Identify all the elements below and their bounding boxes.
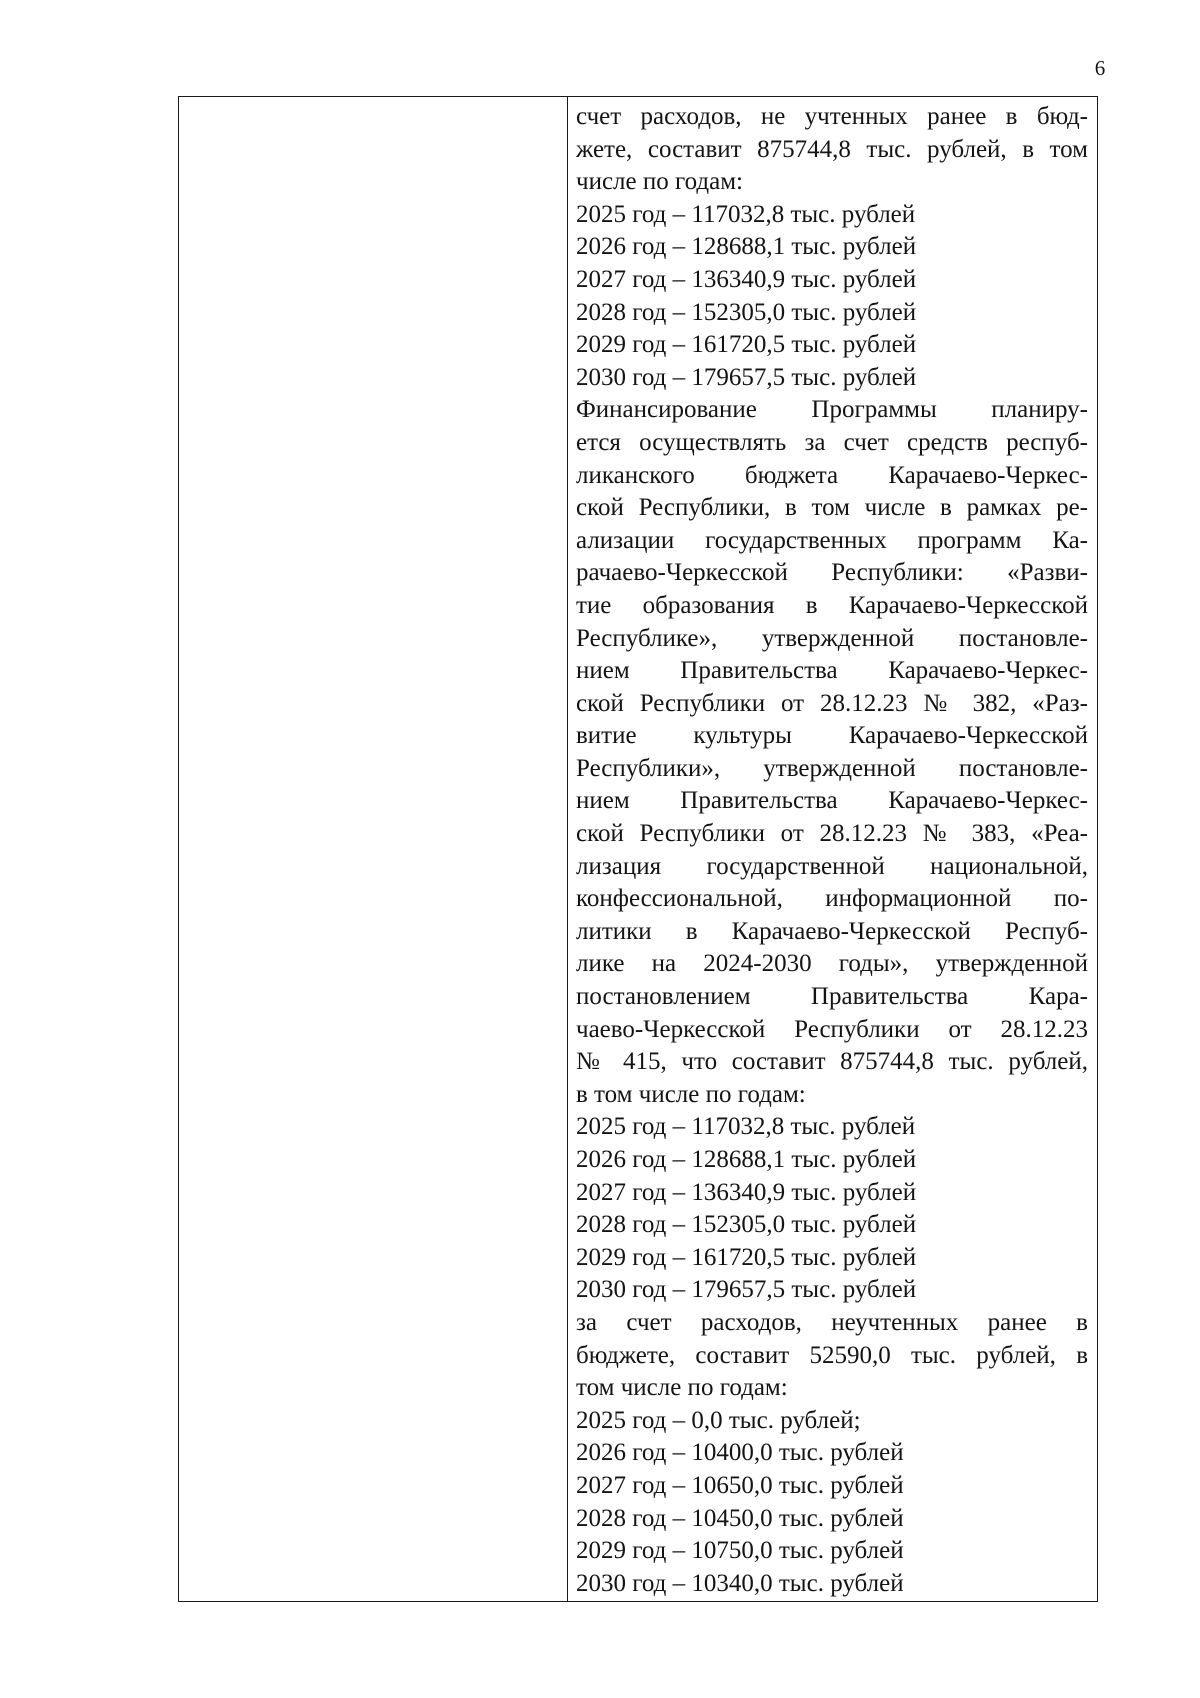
text-line: 2029 год – 161720,5 тыс. рублей (576, 1243, 917, 1271)
text-line: 2027 год – 136340,9 тыс. рублей (576, 1178, 917, 1206)
text-line: ализации государственных программ Ка- (576, 526, 1088, 554)
text-line: тие образования в Карачаево-Черкесской (576, 591, 1088, 619)
text-line: 2026 год – 10400,0 тыс. рублей (576, 1439, 904, 1467)
text-line: 2025 год – 117032,8 тыс. рублей (576, 1113, 916, 1141)
text-line: 2028 год – 10450,0 тыс. рублей (576, 1504, 904, 1532)
table-left-cell (179, 97, 567, 1601)
text-line: 2025 год – 117032,8 тыс. рублей (576, 200, 916, 228)
text-line: литики в Карачаево-Черкесской Респуб- (576, 917, 1088, 945)
page-number: 6 (1094, 56, 1106, 80)
document-table (178, 96, 1098, 1602)
text-line: в том числе по годам: (576, 1080, 806, 1108)
text-line: чаево-Черкесской Республики от 28.12.23 (576, 1015, 1088, 1043)
text-line: постановлением Правительства Кара- (576, 983, 1088, 1011)
text-line: 2030 год – 179657,5 тыс. рублей (576, 363, 917, 391)
text-line: ской Республики от 28.12.23 № 383, «Реа- (576, 820, 1088, 848)
text-line: том числе по годам: (576, 1374, 788, 1402)
text-line: 2030 год – 179657,5 тыс. рублей (576, 1276, 917, 1304)
text-line: жете, составит 875744,8 тыс. рублей, в том (576, 135, 1088, 163)
text-line: бюджете, составит 52590,0 тыс. рублей, в (576, 1341, 1088, 1369)
text-line: рачаево-Черкесской Республики: «Разви- (576, 559, 1088, 587)
text-line: ликанского бюджета Карачаево-Черкес- (576, 461, 1088, 489)
text-line: Республике», утвержденной постановле- (576, 624, 1088, 652)
text-line: 2029 год – 161720,5 тыс. рублей (576, 331, 917, 359)
text-line: ской Республики от 28.12.23 № 382, «Раз- (576, 689, 1088, 717)
text-line: за счет расходов, неучтенных ранее в (576, 1308, 1088, 1336)
text-line: 2029 год – 10750,0 тыс. рублей (576, 1537, 904, 1565)
text-line: 2028 год – 152305,0 тыс. рублей (576, 298, 917, 326)
text-line: 2026 год – 128688,1 тыс. рублей (576, 233, 917, 261)
text-line: конфессиональной, информационной по- (576, 885, 1088, 913)
text-line: № 415, что составит 875744,8 тыс. рублей, (576, 1048, 1088, 1076)
text-line: нием Правительства Карачаево-Черкес- (576, 657, 1088, 685)
text-line: Республики», утвержденной постановле- (576, 754, 1088, 782)
text-line: 2030 год – 10340,0 тыс. рублей (576, 1569, 904, 1597)
text-line: счет расходов, не учтенных ранее в бюд- (576, 103, 1088, 130)
text-line: лике на 2024-2030 годы», утвержденной (576, 950, 1088, 978)
text-line: 2025 год – 0,0 тыс. рублей; (576, 1406, 861, 1434)
text-line: нием Правительства Карачаево-Черкес- (576, 787, 1088, 815)
table-column-divider (567, 97, 568, 1601)
text-line: 2026 год – 128688,1 тыс. рублей (576, 1146, 917, 1173)
text-line: ской Республики, в том числе в рамках ре- (576, 494, 1088, 522)
text-line: витие культуры Карачаево-Черкесской (576, 722, 1088, 750)
text-line: лизация государственной национальной, (576, 852, 1088, 880)
text-line: ется осуществлять за счет средств респуб- (576, 428, 1088, 456)
text-line: 2027 год – 10650,0 тыс. рублей (576, 1471, 904, 1499)
text-line: Финансирование Программы планиру- (576, 396, 1088, 424)
text-line: числе по годам: (576, 168, 743, 196)
text-line: 2028 год – 152305,0 тыс. рублей (576, 1211, 917, 1239)
text-line: 2027 год – 136340,9 тыс. рублей (576, 265, 917, 293)
table-right-cell (576, 101, 1088, 1600)
